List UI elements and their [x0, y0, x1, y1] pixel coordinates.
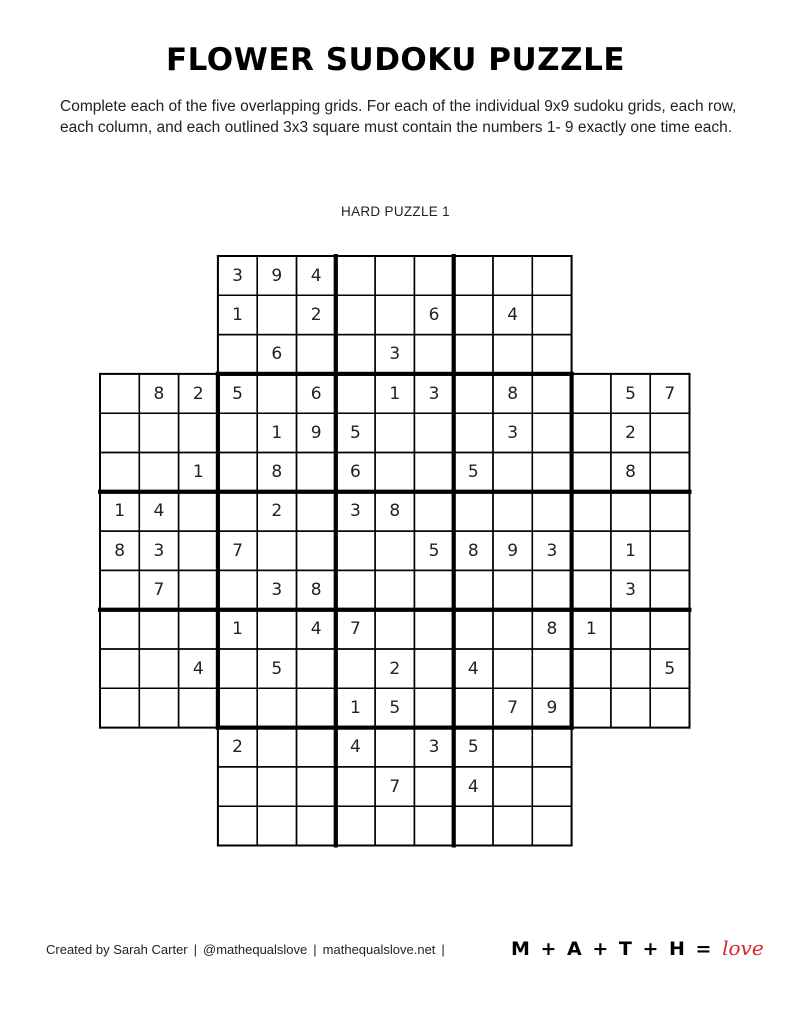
given-digit: 8	[271, 462, 283, 483]
sudoku-cell[interactable]	[179, 570, 218, 609]
given-digit: 8	[389, 501, 401, 522]
sudoku-cell[interactable]	[532, 570, 571, 609]
sudoku-cell[interactable]	[532, 256, 571, 295]
sudoku-cell[interactable]	[375, 256, 414, 295]
sudoku-cell[interactable]	[414, 570, 453, 609]
credit-text: Created by Sarah Carter	[46, 942, 188, 957]
given-digit: 4	[350, 737, 361, 758]
given-digit: 5	[664, 658, 676, 679]
sudoku-cell[interactable]	[414, 806, 453, 845]
given-digit: 1	[271, 422, 283, 443]
sudoku-cell[interactable]	[611, 492, 650, 531]
sudoku-cell[interactable]	[336, 649, 375, 688]
sudoku-cell[interactable]	[414, 413, 453, 452]
sudoku-cell[interactable]	[257, 806, 296, 845]
sudoku-cell[interactable]	[336, 570, 375, 609]
given-digit: 7	[389, 776, 401, 797]
given-digit: 4	[192, 658, 204, 679]
sudoku-cell[interactable]	[572, 649, 611, 688]
sudoku-cell[interactable]	[179, 413, 218, 452]
sudoku-cell[interactable]	[532, 767, 571, 806]
sudoku-cell[interactable]	[375, 531, 414, 570]
given-digit: 6	[350, 462, 361, 483]
given-digit: 1	[192, 462, 204, 483]
sudoku-cell[interactable]	[454, 256, 493, 295]
given-digit: 7	[153, 580, 165, 601]
sudoku-cell[interactable]	[454, 610, 493, 649]
sudoku-cell[interactable]	[100, 374, 139, 413]
given-digit: 8	[114, 540, 126, 561]
sudoku-cell[interactable]	[493, 453, 532, 492]
sudoku-cell[interactable]	[414, 335, 453, 374]
sudoku-cell[interactable]	[532, 649, 571, 688]
given-digit: 8	[546, 619, 558, 640]
given-digit: 7	[232, 540, 243, 561]
given-digit: 9	[310, 422, 322, 443]
sudoku-cell[interactable]	[454, 806, 493, 845]
given-digit: 1	[389, 383, 401, 404]
sudoku-cell[interactable]	[493, 492, 532, 531]
sudoku-cell[interactable]	[139, 610, 178, 649]
sudoku-cell[interactable]	[493, 806, 532, 845]
sudoku-cell[interactable]	[493, 728, 532, 767]
page-title: FLOWER SUDOKU PUZZLE	[165, 42, 625, 78]
sudoku-cell[interactable]	[100, 570, 139, 609]
sudoku-cell[interactable]	[572, 453, 611, 492]
sudoku-cell[interactable]	[650, 688, 689, 727]
sudoku-cell[interactable]	[532, 295, 571, 334]
given-digit: 8	[153, 383, 165, 404]
given-digit: 4	[153, 501, 165, 522]
sudoku-cell[interactable]	[218, 413, 257, 452]
given-digit: 1	[232, 619, 243, 640]
sudoku-cell[interactable]	[493, 649, 532, 688]
sudoku-cell[interactable]	[336, 256, 375, 295]
sudoku-cell[interactable]	[611, 649, 650, 688]
sudoku-cell[interactable]	[297, 335, 336, 374]
given-digit: 1	[625, 540, 636, 561]
given-digit: 9	[271, 265, 283, 286]
brand-logo	[511, 936, 764, 960]
sudoku-cell[interactable]	[179, 531, 218, 570]
sudoku-cell[interactable]	[336, 531, 375, 570]
given-digit: 3	[350, 501, 361, 522]
sudoku-cell[interactable]	[493, 256, 532, 295]
puzzle-subtitle: HARD PUZZLE 1	[341, 204, 450, 219]
sudoku-cell[interactable]	[297, 531, 336, 570]
given-digit: 6	[271, 344, 283, 365]
sudoku-cell[interactable]	[572, 531, 611, 570]
sudoku-cell[interactable]	[414, 453, 453, 492]
sudoku-cell[interactable]	[650, 453, 689, 492]
sudoku-cell[interactable]	[650, 570, 689, 609]
given-digit: 7	[350, 619, 361, 640]
given-digit: 1	[350, 697, 361, 718]
sudoku-cell[interactable]	[375, 570, 414, 609]
social-handle: @mathequalslove	[203, 942, 308, 957]
sudoku-cell[interactable]	[100, 610, 139, 649]
sudoku-cell[interactable]	[532, 453, 571, 492]
sudoku-cell[interactable]	[454, 570, 493, 609]
sudoku-cell[interactable]	[179, 610, 218, 649]
sudoku-cell[interactable]	[454, 688, 493, 727]
given-digit: 4	[507, 304, 519, 325]
given-digit: 3	[232, 265, 243, 286]
sudoku-cell[interactable]	[218, 570, 257, 609]
sudoku-cell[interactable]	[257, 728, 296, 767]
sudoku-cell[interactable]	[454, 295, 493, 334]
divider: |	[193, 942, 198, 957]
sudoku-cell[interactable]	[454, 335, 493, 374]
sudoku-cell[interactable]	[218, 335, 257, 374]
sudoku-cell[interactable]	[532, 728, 571, 767]
sudoku-cell[interactable]	[532, 335, 571, 374]
given-digit: 3	[428, 383, 440, 404]
sudoku-cell[interactable]	[336, 295, 375, 334]
given-digit: 7	[664, 383, 676, 404]
sudoku-cell[interactable]	[375, 806, 414, 845]
sudoku-cell[interactable]	[414, 256, 453, 295]
sudoku-cell[interactable]	[179, 492, 218, 531]
brand-love: love	[722, 936, 764, 960]
sudoku-cell[interactable]	[414, 767, 453, 806]
given-digit: 7	[507, 697, 519, 718]
sudoku-cell[interactable]	[336, 767, 375, 806]
sudoku-cell[interactable]	[532, 374, 571, 413]
given-digit: 5	[271, 658, 283, 679]
website-link[interactable]: mathequalslove.net	[322, 942, 436, 957]
sudoku-cell[interactable]	[100, 413, 139, 452]
sudoku-cell[interactable]	[454, 374, 493, 413]
sudoku-cell[interactable]	[336, 374, 375, 413]
sudoku-cell[interactable]	[218, 688, 257, 727]
sudoku-cell[interactable]	[493, 610, 532, 649]
sudoku-cell[interactable]	[572, 570, 611, 609]
sudoku-cell[interactable]	[375, 295, 414, 334]
sudoku-cell[interactable]	[257, 295, 296, 334]
given-digit: 5	[625, 383, 636, 404]
given-digit: 3	[428, 737, 440, 758]
sudoku-cell[interactable]	[139, 453, 178, 492]
given-digit: 2	[310, 304, 322, 325]
sudoku-cell[interactable]	[650, 413, 689, 452]
sudoku-cell[interactable]	[375, 413, 414, 452]
divider: |	[313, 942, 317, 957]
given-digit: 2	[625, 422, 636, 443]
sudoku-cell[interactable]	[532, 492, 571, 531]
sudoku-cell[interactable]	[218, 767, 257, 806]
given-digit: 4	[467, 658, 479, 679]
sudoku-cell[interactable]	[100, 453, 139, 492]
sudoku-cell[interactable]	[297, 649, 336, 688]
sudoku-cell[interactable]	[572, 492, 611, 531]
sudoku-cell[interactable]	[139, 688, 178, 727]
given-digit: 1	[232, 304, 243, 325]
given-digit: 5	[467, 737, 479, 758]
sudoku-cell[interactable]	[257, 374, 296, 413]
sudoku-cell[interactable]	[493, 335, 532, 374]
given-digit: 1	[114, 501, 126, 522]
given-digit: 8	[310, 580, 322, 601]
sudoku-cell[interactable]	[100, 688, 139, 727]
sudoku-cell[interactable]	[179, 688, 218, 727]
sudoku-cell[interactable]	[454, 492, 493, 531]
sudoku-cell[interactable]	[611, 610, 650, 649]
sudoku-cell[interactable]	[297, 453, 336, 492]
given-digit: 5	[428, 540, 440, 561]
sudoku-cell[interactable]	[375, 728, 414, 767]
sudoku-cell[interactable]	[218, 492, 257, 531]
sudoku-cell[interactable]	[375, 610, 414, 649]
given-digit: 3	[153, 540, 165, 561]
sudoku-cell[interactable]	[139, 649, 178, 688]
sudoku-cell[interactable]	[375, 453, 414, 492]
sudoku-cell[interactable]	[414, 688, 453, 727]
sudoku-cell[interactable]	[572, 688, 611, 727]
given-digit: 4	[310, 265, 322, 286]
sudoku-cell[interactable]	[139, 413, 178, 452]
given-digit: 1	[585, 619, 597, 640]
given-digit: 9	[546, 697, 558, 718]
given-digit: 8	[507, 383, 519, 404]
sudoku-cell[interactable]	[532, 806, 571, 845]
given-digit: 3	[389, 344, 401, 365]
brand-text: M + A + T + H =	[511, 938, 714, 960]
given-digit: 6	[310, 383, 322, 404]
sudoku-cell[interactable]	[218, 649, 257, 688]
sudoku-cell[interactable]	[336, 806, 375, 845]
sudoku-cell[interactable]	[297, 688, 336, 727]
sudoku-cell[interactable]	[257, 610, 296, 649]
sudoku-cell[interactable]	[297, 728, 336, 767]
sudoku-cell[interactable]	[493, 767, 532, 806]
given-digit: 9	[507, 540, 519, 561]
sudoku-cell[interactable]	[257, 767, 296, 806]
given-digit: 8	[625, 462, 636, 483]
sudoku-cell[interactable]	[218, 453, 257, 492]
given-digit: 4	[467, 776, 479, 797]
given-digit: 5	[232, 383, 243, 404]
given-digit: 6	[428, 304, 440, 325]
given-digit: 3	[625, 580, 636, 601]
sudoku-cell[interactable]	[257, 688, 296, 727]
given-digit: 3	[546, 540, 558, 561]
footer-credits	[46, 942, 451, 957]
instructions-text: Complete each of the five overlapping grids. For each of the individual 9x9 sudoku grids, each row, each column, and each outlined 3x3 square must contain the numbers 1- 9 exactly one time each.	[60, 98, 737, 136]
given-digit: 5	[467, 462, 479, 483]
sudoku-cell[interactable]	[532, 413, 571, 452]
sudoku-cell[interactable]	[454, 413, 493, 452]
sudoku-cell[interactable]	[572, 374, 611, 413]
given-digit: 8	[467, 540, 479, 561]
given-digit: 2	[192, 383, 204, 404]
sudoku-cell[interactable]	[414, 492, 453, 531]
given-digit: 3	[271, 580, 283, 601]
sudoku-cell[interactable]	[297, 492, 336, 531]
sudoku-cell[interactable]	[650, 531, 689, 570]
sudoku-cell[interactable]	[414, 610, 453, 649]
divider: |	[441, 942, 445, 957]
sudoku-cell[interactable]	[493, 570, 532, 609]
sudoku-cell[interactable]	[218, 806, 257, 845]
given-digit: 3	[507, 422, 519, 443]
sudoku-cell[interactable]	[650, 492, 689, 531]
sudoku-cell[interactable]	[414, 649, 453, 688]
sudoku-cell[interactable]	[297, 806, 336, 845]
given-digit: 5	[389, 697, 401, 718]
given-digit: 2	[271, 501, 283, 522]
given-digit: 5	[350, 422, 361, 443]
sudoku-cell[interactable]	[611, 688, 650, 727]
sudoku-cell[interactable]	[257, 531, 296, 570]
given-digit: 2	[389, 658, 401, 679]
sudoku-cell[interactable]	[336, 335, 375, 374]
sudoku-cell[interactable]	[650, 610, 689, 649]
sudoku-cell[interactable]	[572, 413, 611, 452]
given-digit: 2	[232, 737, 243, 758]
sudoku-cell[interactable]	[297, 767, 336, 806]
sudoku-cell[interactable]	[100, 649, 139, 688]
given-digit: 4	[310, 619, 322, 640]
